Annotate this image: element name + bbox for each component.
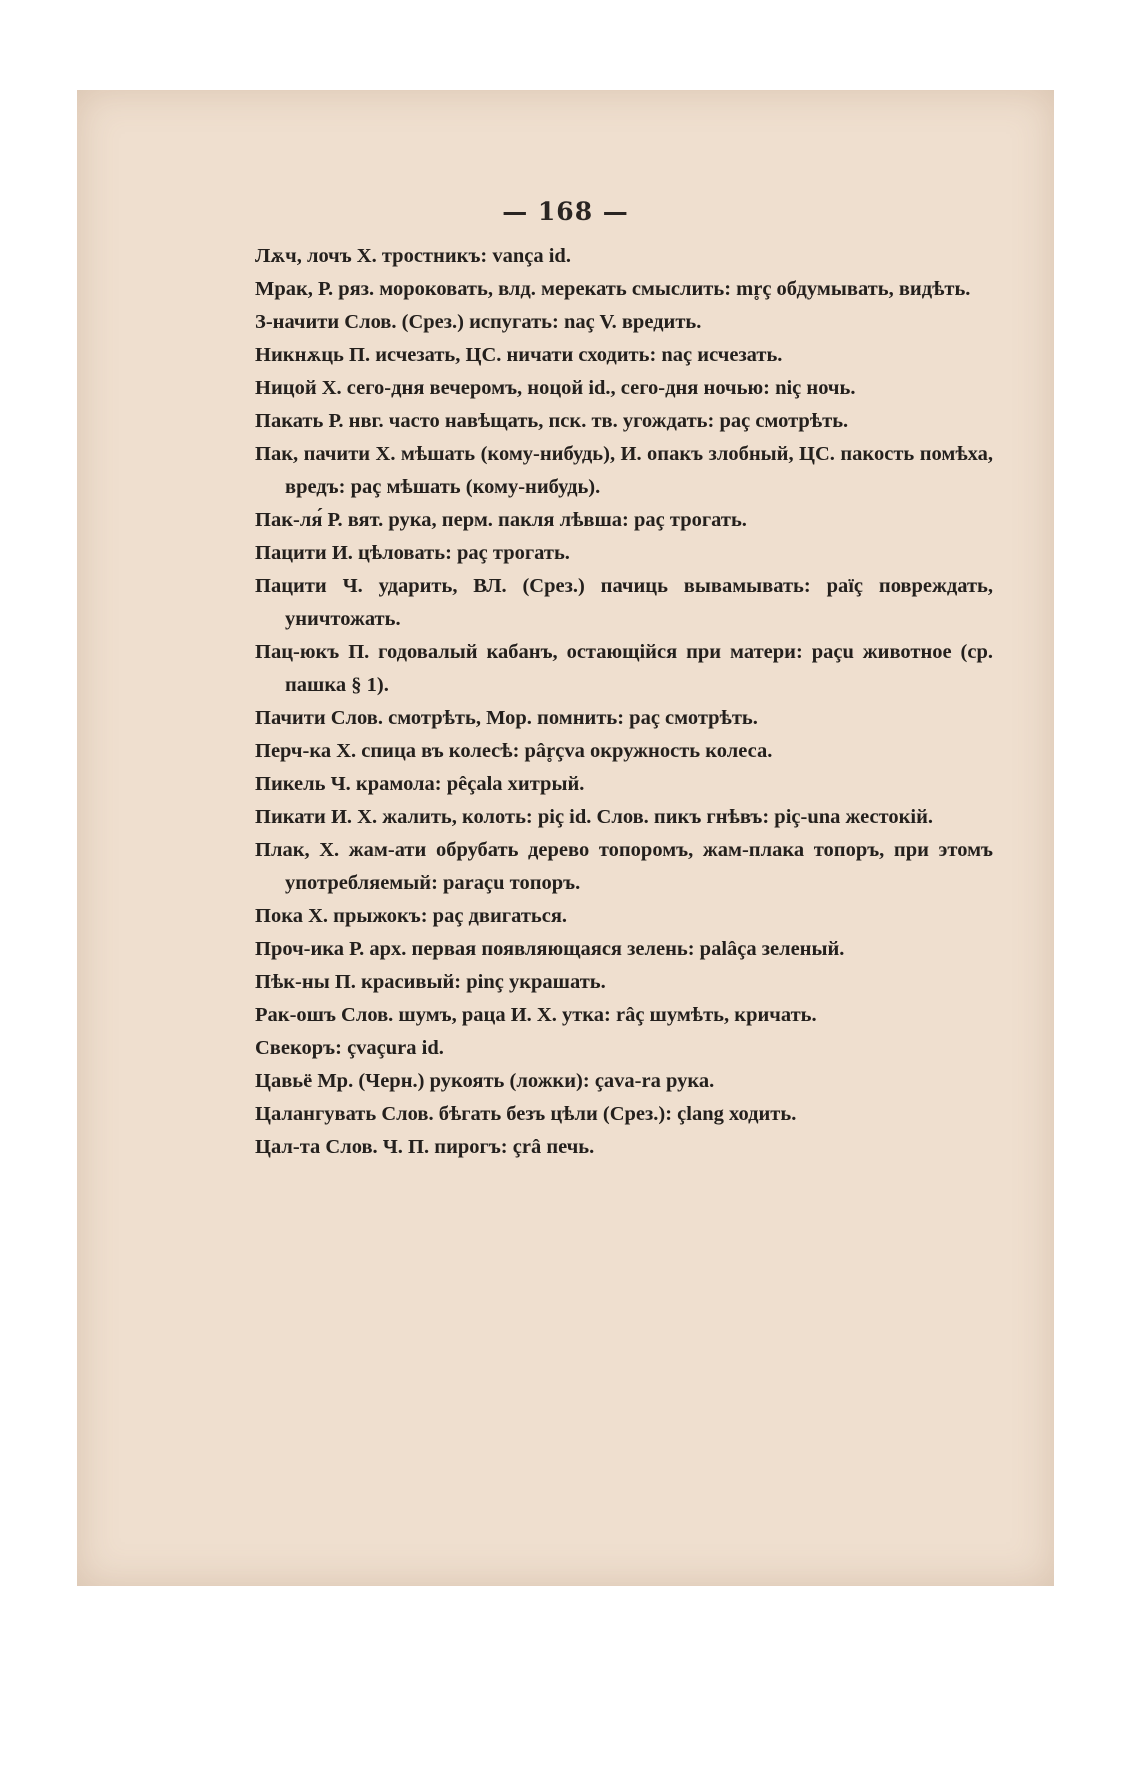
entry-22: Цавьё Мр. (Черн.) рукоять (ложки): çava-ra рука. (255, 1070, 715, 1092)
entry-13: Перч-ка Х. спица въ колесѣ: pâr̥çva окружность колеса. (255, 740, 773, 762)
entry-24: Цал-та Слов. Ч. П. пирогъ: çrâ печь. (255, 1136, 595, 1158)
entry-5: Ницой Х. сего-дня вечеромъ, ноцой id., сего-дня ночью: niç ночь. (255, 377, 856, 399)
entry-1: Лѫч, лочъ Х. тростникъ: vança id. (255, 245, 571, 267)
entry-3: З-начити Слов. (Срез.) испугать: naç V. вредить. (255, 311, 702, 333)
dictionary-entries (255, 240, 993, 1164)
entry-9: Пацити И. цѣловать: paç трогать. (255, 542, 570, 564)
entry-23: Цалангувать Слов. бѣгать безъ цѣли (Срез.): çlang ходить. (255, 1103, 797, 1125)
entry-12: Пачити Слов. смотрѣть, Мор. помнить: paç смотрѣть. (255, 707, 758, 729)
page-number: — 168 — (502, 197, 629, 226)
entry-2: Мрак, Р. ряз. мороковать, влд. мерекать смыслить: mr̥ç обдумывать, видѣть. (255, 278, 971, 300)
entry-11: Пац-юкъ П. годовалый кабанъ, остающійся при матери: paçu животное (ср. пашка § 1). (255, 641, 993, 696)
entry-18: Проч-ика Р. арх. первая появляющаяся зелень: palâça зеленый. (255, 938, 845, 960)
scanned-page (77, 90, 1054, 1586)
entry-6: Пакать Р. нвг. часто навѣщать, пск. тв. угождать: paç смотрѣть. (255, 410, 849, 432)
entry-7: Пак, пачити Х. мѣшать (кому-нибудь), И. опакъ злобный, ЦС. пакость помѣха, вредъ: paç мѣшать (кому-нибудь). (255, 443, 993, 498)
entry-16: Плак, Х. жам-ати обрубать дерево топоромъ, жам-плака топоръ, при этомъ употребляемый: paraçu топоръ. (255, 839, 993, 894)
entry-8: Пак-ля́ Р. вят. рука, перм. пакля лѣвша: paç трогать. (255, 509, 747, 531)
entry-4: Никнѫць П. исчезать, ЦС. ничати сходить: naç исчезать. (255, 344, 783, 366)
entry-14: Пикель Ч. крамола: pêçala хитрый. (255, 773, 585, 795)
entry-20: Рак-ошъ Слов. шумъ, раца И. Х. утка: râç шумѣть, кричать. (255, 1004, 817, 1026)
entry-17: Пока Х. прыжокъ: paç двигаться. (255, 905, 568, 927)
entry-15: Пикати И. Х. жалить, колоть: piç id. Слов. пикъ гнѣвъ: piç-una жестокій. (255, 806, 934, 828)
entry-10: Пацити Ч. ударить, ВЛ. (Срез.) пачиць вывамывать: païç повреждать, уничтожать. (255, 575, 993, 630)
entry-21: Свекоръ: çvaçura id. (255, 1037, 444, 1059)
entry-19: Пѣк-ны П. красивый: pinç украшать. (255, 971, 606, 993)
